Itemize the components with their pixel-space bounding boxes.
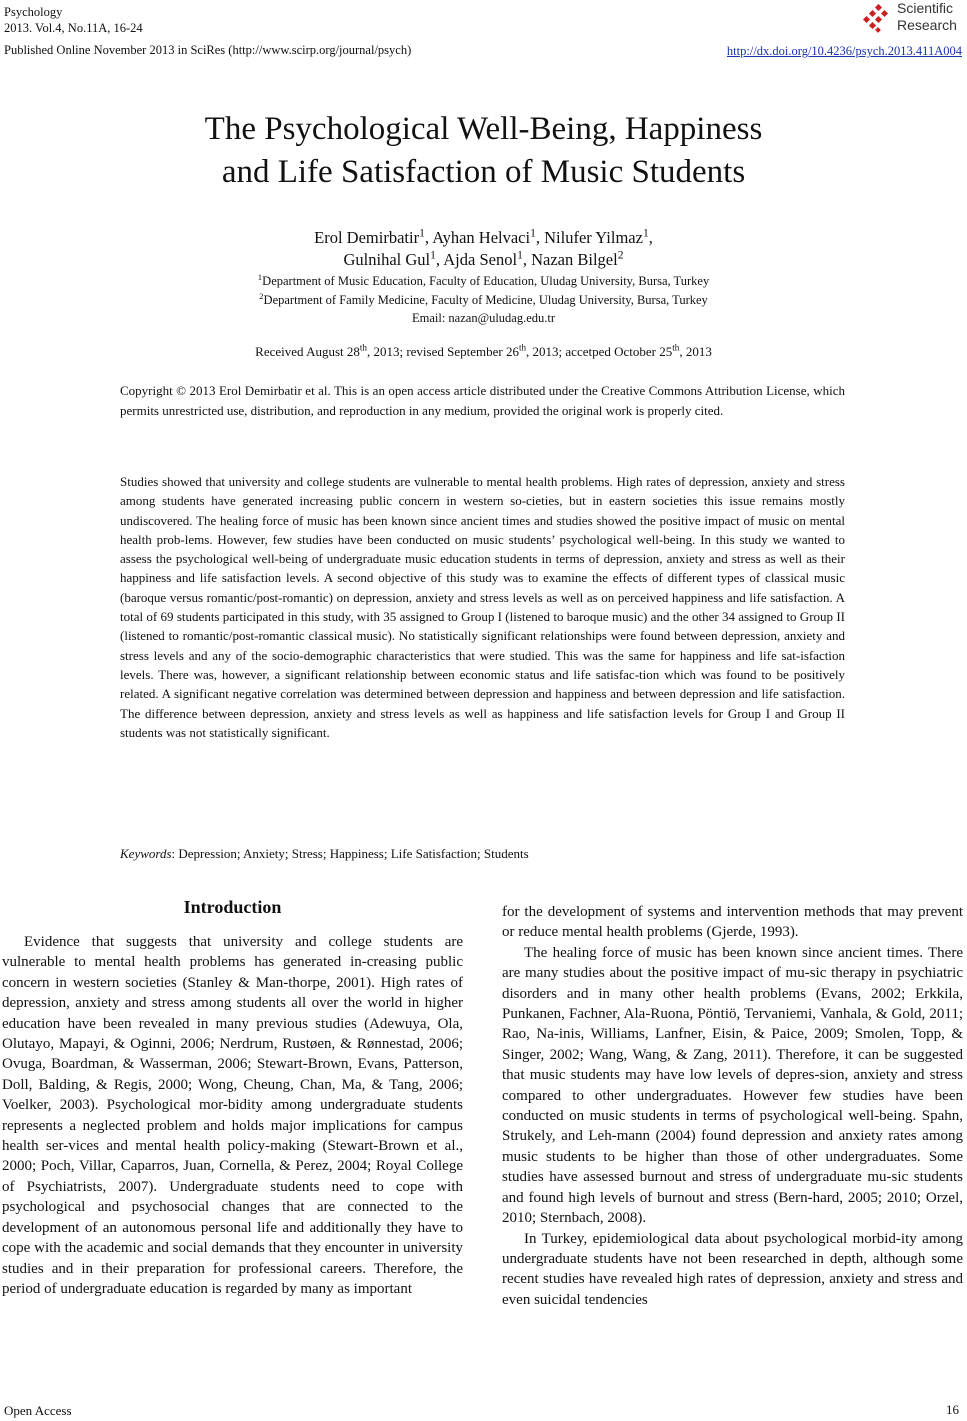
author-line-1: Erol Demirbatir$^1$, Ayhan Helvaci$^1$, Nilufer Yilmaz$^1$, — [314, 227, 653, 247]
revised-date: , 2013; revised September 26 — [366, 344, 519, 359]
keywords-text: : Depression; Anxiety; Stress; Happiness; Life Satisfaction; Students — [171, 846, 529, 861]
journal-name: Psychology — [4, 5, 63, 19]
paragraph: for the development of systems and intervention methods that may prevent or reduce mental health problems (Gjerde, 1993). — [502, 904, 963, 941]
left-column — [2, 932, 463, 1299]
affiliation-sup: 2 — [259, 290, 264, 301]
paragraph: Evidence that suggests that university and college students are vulnerable to mental health problems has generated in-creasing public concern in western societies (Stanley & Man-thorpe, 2001). High rates of depression, anxiety and stress among students all over the world in higher education have been revealed in many previous studies (Adewuya, Ola, Olutayo, Mapayi, & Oginni, 2006; Nerdrum, Rustøen, & Rønnestad, 2006; Ovuga, Boardman, & Wasserman, 2006; Stewart-Brown, Evans, Patterson, Doll, Balding, & Regis, 2000; Wong, Cheung, Chan, Ma, & Tang, 2006; Voelker, 2003). Psychological mor-bidity among undergraduate students represents a neglected problem and holds major implications for campus health ser-vices and mental health policy-making (Stewart-Brown et al., 2000; Poch, Villar, Caparros, Juan, Cornella, & Perez, 2004; Royal College of Psychiatrists, 2007). Undergraduate students need to cope with psychological and psychosocial changes that are connected to the development of an autonomous personal life and additionally they have to cope with the academic and social demands that they encounter in university studies and in their preparation for professional careers. Therefore, the period of undergraduate education is regarded by many as important — [2, 934, 463, 1297]
affiliation-1 — [0, 272, 967, 291]
date-sup: th — [359, 342, 367, 353]
author-affil-sup: 1 — [430, 249, 436, 262]
author-affil-sup: 1 — [642, 227, 649, 240]
page-number: 16 — [946, 1402, 959, 1417]
author-name: Ajda Senol — [443, 250, 518, 269]
paragraph: The healing force of music has been known since ancient times. There are many studies about the positive impact of mu-sic therapy in psychiatric disorders and in many other health problems (Evans, 2002; Erkkila, Punkanen, Fachner, Ala-Ruona, Pöntiö, Tervaniemi, Vanhala, & Gold, 2011; Rao, Na-inis, Williams, Lanfner, Eisin, & Paice, 2009; Smolen, Topp, & Singer, 2002; Wang, Wang, & Zang, 2011). Therefore, it can be suggested that music students may have low levels of depres-sion, anxiety and stress compared to other undergraduates. However few studies have been conducted on music students in terms of psychological well-being. Spahn, Strukely, and Leh-mann (2004) found depression and anxiety rates among music students to be higher than those of other undergraduates. Some studies have assessed burnout and stress of undergraduate mu-sic students and found high levels of burnout and stress (Bern-hard, 2005; 2010; Orzel, 2010; Sternbach, 2008). — [502, 944, 963, 1227]
affiliations — [0, 272, 967, 328]
logo-text-research: Research — [897, 17, 957, 33]
author-name: Nazan Bilgel — [531, 250, 618, 269]
author-affil-sup: 1 — [530, 227, 536, 240]
keywords — [120, 846, 845, 862]
date-sup: th — [672, 342, 680, 353]
date-year: , 2013 — [679, 344, 712, 359]
affiliation-sup: 1 — [257, 271, 263, 282]
affiliation-text: Department of Music Education, Faculty of Education, Uludag University, Bursa, Turkey — [262, 274, 710, 288]
accepted-date: , 2013; accetped October 25 — [526, 344, 673, 359]
author-name: Gulnihal Gul — [343, 250, 431, 269]
received-date: Received August 28 — [255, 344, 360, 359]
right-column — [502, 902, 963, 1310]
scientific-research-logo-icon — [863, 4, 893, 34]
logo-text-scientific: Scientific — [897, 0, 954, 16]
abstract: Studies showed that university and college students are vulnerable to mental health problems. High rates of depression, anxiety and stress among students have generated increasing public concern in western so-cieties, but in eastern societies this issue remains mostly undiscovered. The healing force of music has been known since ancient times and studies showed the positive impact of music on mental health prob-lems. However, few studies have been conducted on music students’ psychological well-being. In this study we wanted to assess the psychological well-being of undergraduate music education students in terms of depression, anxiety and stress as well as their happiness and life satisfaction levels. A second objective of this study was to examine the effects of different types of classical music (baroque versus romantic/post-romantic) on depression, anxiety and stress levels as well as on perceived happiness and life satisfaction. A total of 69 students participated in this study, with 35 assigned to Group I (listened to baroque music) and the other 34 assigned to Group II (listened to romantic/post-romantic classical music). No statistically significant relationships were found between depression, anxiety and stress levels and any of the socio-demographic characteristics that were studied. This was the same for happiness and life sat-isfaction levels. There was, however, a significant relationship between economic status and life satisfac-tion which was found to be positively related. A significant negative correlation was determined between depression and happiness and between depression and life satisfaction. The difference between depression, anxiety and stress levels as well as happiness and life satisfaction levels for Group I and Group II students was not statistically significant. — [120, 474, 845, 740]
author-affil-sup: 1 — [419, 227, 425, 240]
footer-open-access: Open Access — [4, 1403, 72, 1418]
author-name: Ayhan Helvaci — [432, 228, 531, 247]
author-name: Erol Demirbatir — [314, 228, 420, 247]
author-line-2: Gulnihal Gul$^1$, Ajda Senol$^1$, Nazan Bilgel$^2$ — [343, 249, 624, 269]
copyright-notice: Copyright © 2013 Erol Demirbatir et al. This is an open access article distributed under the Creative Commons Attribution License, which permits unrestricted use, distribution, and reproduction in any medium, provided the original work is properly cited. — [120, 383, 845, 418]
author-affil-sup: 1 — [517, 249, 523, 262]
contact-email: Email: nazan@uludag.edu.tr — [411, 311, 556, 325]
author-affil-sup: 2 — [617, 249, 624, 262]
author-list — [0, 227, 967, 271]
title-line-1: The Psychological Well-Being, Happiness — [204, 111, 763, 147]
paragraph: In Turkey, epidemiological data about psychological morbid-ity among undergraduate students have not been researched in depth, although some recent studies have revealed high rates of depression, anxiety and stress and even suicidal tendencies — [502, 1230, 963, 1308]
journal-volume: 2013. Vol.4, No.11A, 16-24 — [4, 21, 143, 35]
affiliation-2 — [0, 291, 967, 310]
keywords-label: Keywords — [120, 846, 172, 861]
doi-link[interactable]: http://dx.doi.org/10.4236/psych.2013.411A004 — [726, 44, 962, 58]
title-line-2: and Life Satisfaction of Music Students — [221, 154, 746, 190]
publisher-logo — [863, 0, 963, 38]
author-name: Nilufer Yilmaz — [544, 228, 643, 247]
publication-info: Published Online November 2013 in SciRes (http://www.scirp.org/journal/psych) — [4, 43, 412, 57]
date-sup: th — [518, 342, 527, 353]
affiliation-text: Department of Family Medicine, Faculty of Medicine, Uludag University, Bursa, Turkey — [263, 292, 708, 307]
submission-dates — [0, 344, 967, 360]
section-heading-introduction: Introduction — [183, 897, 282, 917]
paper-title — [0, 108, 967, 194]
